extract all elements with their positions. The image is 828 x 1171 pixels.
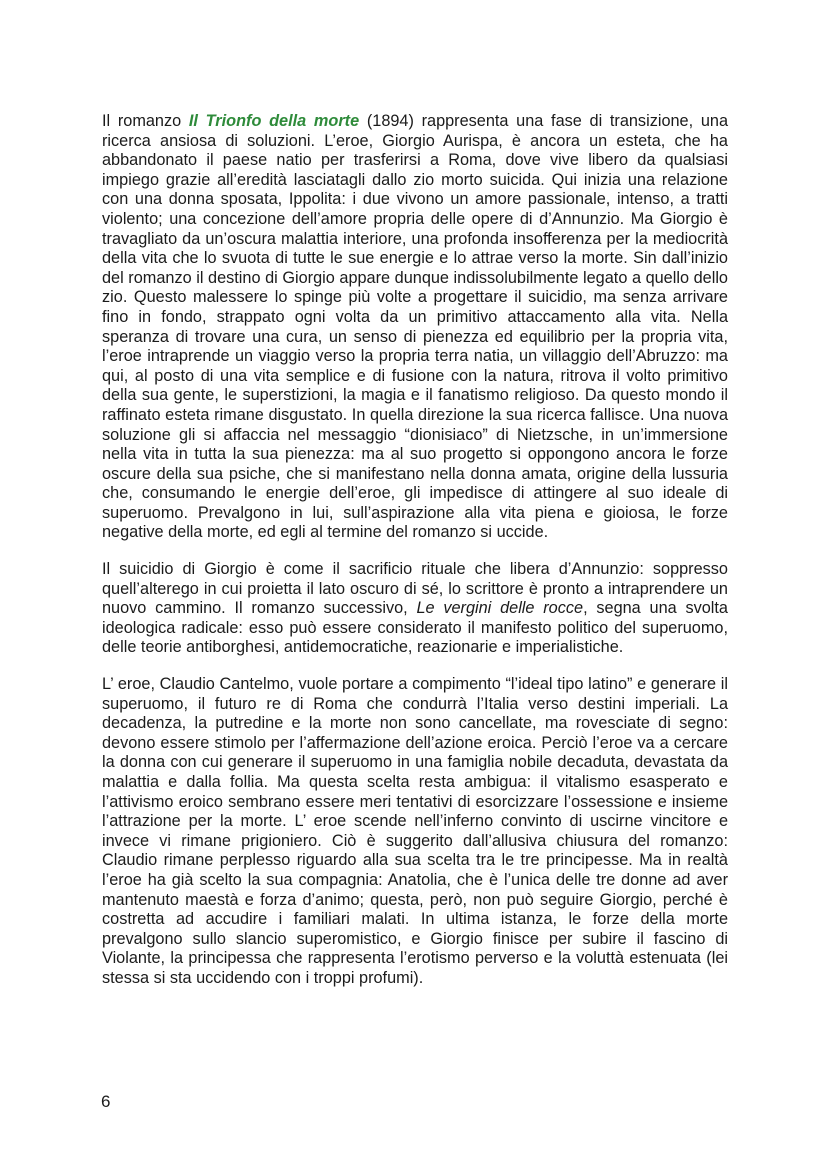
- body-text: [102, 112, 728, 1006]
- paragraph-trionfo-della-morte: [102, 112, 728, 543]
- paragraph-2-text: , segna una svolta ideologica radicale: esso può essere considerato il manifesto politico del superuomo, delle teorie antiborghesi, antidemocratiche, reazionarie e imperialistiche.: [102, 599, 728, 657]
- paragraph-3-text: L’ eroe, Claudio Cantelmo, vuole portare a compimento “l’ideal tipo latino” e generare il superuomo, il futuro re di Roma che condurrà l’Italia verso destini imperiali. La decadenza, la putredine e la morte non sono cancellate, ma rovesciate di segno: devono essere stimolo per l’affermazione dell’azione eroica. Perciò l’eroe va a cercare la donna con cui generare il superuomo in una famiglia nobile decaduta, devastata da malattia e dalla follia. Ma questa scelta resta ambigua: il vitalismo esasperato e l’attivismo eroico sembrano essere meri tentativi di esorcizzare l’ossessione e insieme l’attrazione per la morte. L’ eroe scende nell’inferno convinto di uscirne vincitore e invece vi rimane prigioniero. Ciò è suggerito dall’allusiva chiusura del romanzo: Claudio rimane perplesso riguardo alla sua scelta tra le tre principesse. Ma in realtà l’eroe ha già scelto la sua compagnia: Anatolia, che è l’unica delle tre donne ad aver mantenuto maestà e forza d’animo; questa, però, non può seguire Giorgio, perché è costretta ad accudire i familiari malati. In ultima istanza, le forze della morte prevalgono sullo slancio superomistico, e Giorgio finisce per subire il fascino di Violante, la principessa che rappresenta l’erotismo perverso e la voluttà estenuata (lei stessa si sta uccidendo con i troppi profumi).: [102, 675, 728, 987]
- paragraph-claudio-cantelmo: [102, 675, 728, 989]
- paragraph-2-intro: Il suicidio di Giorgio è come il sacrificio rituale che libera d’Annunzio: soppresso quell’alterego in cui proietta il lato oscuro di sé, lo scrittore è pronto a intraprendere un nuovo cammino. Il romanzo successivo,: [102, 560, 728, 618]
- book-title-vergini-delle-rocce: Le vergini delle rocce: [416, 599, 584, 618]
- paragraph-1-intro: Il romanzo: [102, 112, 189, 130]
- page-number: 6: [101, 1092, 111, 1111]
- paragraph-vergini-delle-rocce: [102, 560, 728, 658]
- paragraph-1-text: (1894) rappresenta una fase di transizione, una ricerca ansiosa di soluzioni. L’eroe, Giorgio Aurispa, è ancora un esteta, che ha abbandonato il paese natio per trasferirsi a Roma, dove vive libero da qualsiasi impiego grazie all’eredità lasciatagli dallo zio morto suicida. Qui inizia una relazione con una donna sposata, Ippolita: i due vivono un amore passionale, intenso, a tratti violento; una concezione dell’amore propria delle opere di d’Annunzio. Ma Giorgio è travagliato da un’oscura malattia interiore, una profonda insofferenza per la mediocrità della vita che lo svuota di tutte le sue energie e lo attrae verso la morte. Sin dall’inizio del romanzo il destino di Giorgio appare dunque indissolubilmente legato a quello dello zio. Questo malessere lo spinge più volte a progettare il suicidio, ma senza arrivare fino in fondo, strappato ogni volta da un primitivo attaccamento alla vita. Nella speranza di trovare una cura, un senso di pienezza ed equilibrio per la propria vita, l’eroe intraprende un viaggio verso la propria terra natia, un villaggio dell’Abruzzo: ma qui, al posto di una vita semplice e di fusione con la natura, ritrova il volto primitivo della sua gente, le superstizioni, la magia e il fanatismo religioso. Da questo mondo il raffinato esteta rimane disgustato. In quella direzione la sua ricerca fallisce. Una nuova soluzione gli si affaccia nel messaggio “dionisiaco” di Nietzsche, in un’immersione nella vita in tutta la sua pienezza: ma al suo progetto si oppongono ancora le forze oscure della sua psiche, che si manifestano nella donna amata, origine della lussuria che, consumando le energie dell’eroe, gli impedisce di attingere al suo ideale di superuomo. Prevalgono in lui, sull’aspirazione alla vita piena e gioiosa, le forze negative della morte, ed egli al termine del romanzo si uccide.: [102, 112, 728, 542]
- book-title-trionfo-della-morte: Il Trionfo della morte: [188, 112, 360, 130]
